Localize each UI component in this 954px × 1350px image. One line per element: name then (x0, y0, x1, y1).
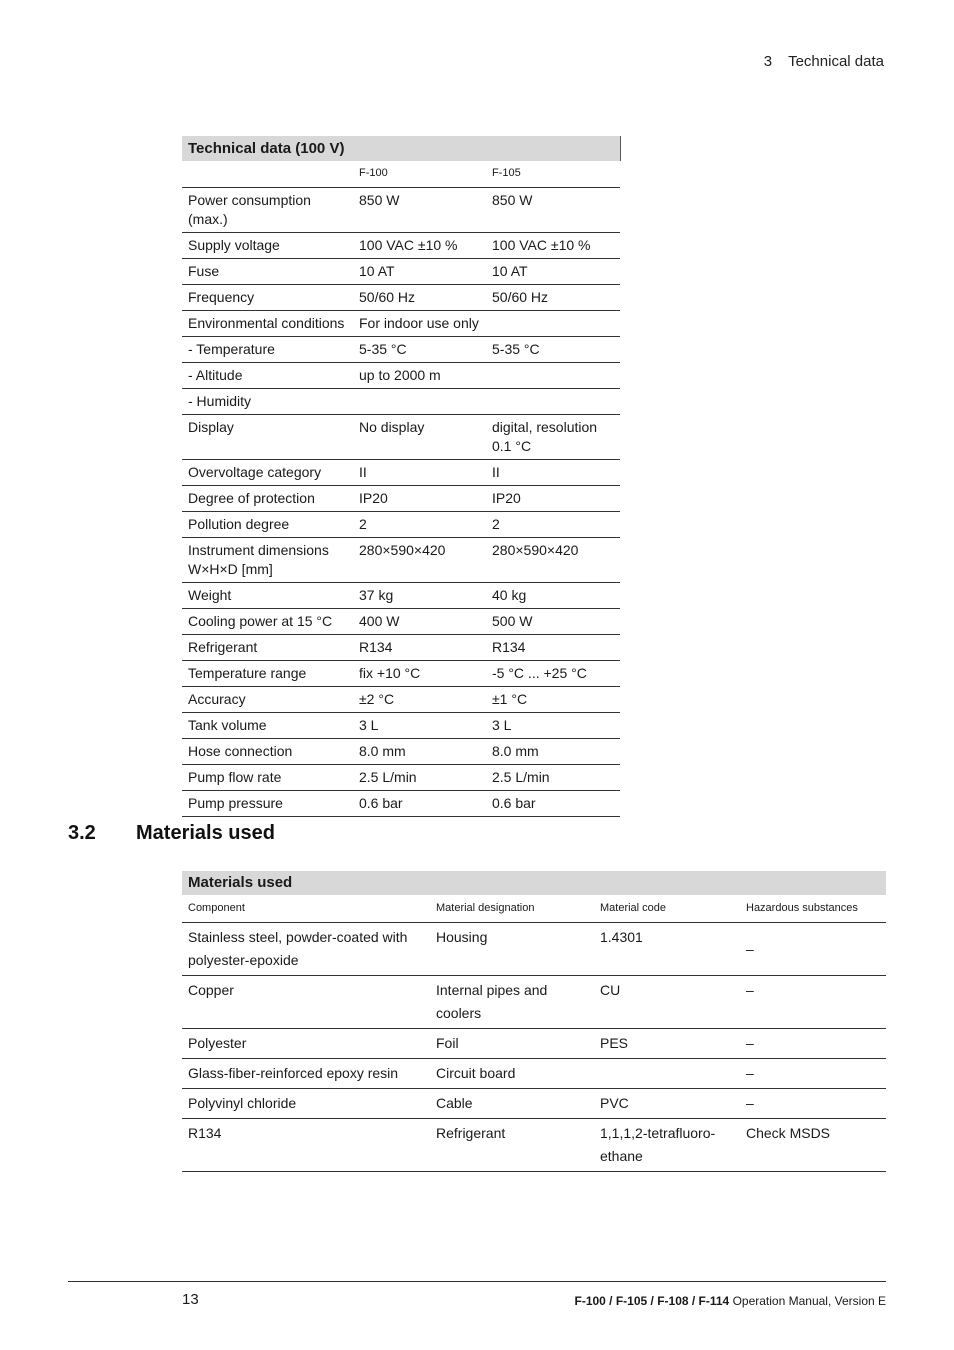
material-code-cell: PES (594, 1029, 740, 1059)
value-f100: 10 AT (353, 259, 486, 285)
material-designation-cell: Foil (430, 1029, 594, 1059)
table-row (182, 687, 620, 713)
table-row (182, 661, 620, 687)
value-f100: 400 W (353, 609, 486, 635)
value-f105: 5-35 °C (486, 337, 620, 363)
row-label: Pump flow rate (182, 765, 353, 791)
value-f105: 3 L (486, 713, 620, 739)
section-title: Materials used (136, 822, 275, 844)
page-number: 13 (182, 1291, 199, 1308)
component-cell: Glass-fiber-reinforced epoxy resin (182, 1059, 430, 1089)
value-f100: IP20 (353, 486, 486, 512)
header-cell-empty (182, 161, 353, 188)
table-row (182, 1059, 886, 1089)
value-f105: 0.6 bar (486, 791, 620, 817)
value-f105: 50/60 Hz (486, 285, 620, 311)
row-label: - Altitude (182, 363, 353, 389)
table-row (182, 389, 620, 415)
table-row (182, 583, 620, 609)
material-designation-cell: Circuit board (430, 1059, 594, 1089)
component-cell: Polyester (182, 1029, 430, 1059)
footer-document-title (575, 1294, 887, 1308)
hazardous-substances-cell: – (740, 1089, 886, 1119)
table-row (182, 713, 620, 739)
row-label: Accuracy (182, 687, 353, 713)
value-f105: II (486, 460, 620, 486)
row-label: Display (182, 415, 353, 460)
row-label: Environmental conditions (182, 311, 353, 337)
row-label: Fuse (182, 259, 353, 285)
running-header (764, 53, 884, 70)
value-f105: 500 W (486, 609, 620, 635)
value-f100: 100 VAC ±10 % (353, 233, 486, 259)
value-f100 (353, 389, 486, 415)
row-label: - Humidity (182, 389, 353, 415)
chapter-title: Technical data (788, 53, 884, 70)
table-row (182, 415, 620, 460)
hazardous-substances-cell: Check MSDS (740, 1119, 886, 1172)
table-row (182, 635, 620, 661)
row-label: Refrigerant (182, 635, 353, 661)
header-material-designation: Material designation (430, 895, 594, 923)
material-code-cell: 1,1,1,2-tetrafluoro-ethane (594, 1119, 740, 1172)
value-f100: R134 (353, 635, 486, 661)
row-label: - Temperature (182, 337, 353, 363)
value-f105: 8.0 mm (486, 739, 620, 765)
header-cell-f100: F-100 (353, 161, 486, 188)
value-f100: 0.6 bar (353, 791, 486, 817)
table-row (182, 285, 620, 311)
table-row (182, 1119, 886, 1172)
row-label: Cooling power at 15 °C (182, 609, 353, 635)
table-header-row (182, 161, 620, 188)
table-row (182, 739, 620, 765)
row-label: Hose connection (182, 739, 353, 765)
hazardous-substances-cell: – (740, 1029, 886, 1059)
hazardous-substances-cell: – (740, 1059, 886, 1089)
value-f105: 2 (486, 512, 620, 538)
value-f100: 280×590×420 (353, 538, 486, 583)
value-f100: 2 (353, 512, 486, 538)
component-cell: Copper (182, 976, 430, 1029)
value-f105 (486, 311, 620, 337)
header-hazardous-substances: Hazardous substances (740, 895, 886, 923)
value-f105: ±1 °C (486, 687, 620, 713)
material-designation-cell: Housing (430, 923, 594, 976)
material-designation-cell: Cable (430, 1089, 594, 1119)
row-label: Tank volume (182, 713, 353, 739)
value-f105: 2.5 L/min (486, 765, 620, 791)
value-f105: 850 W (486, 188, 620, 233)
material-code-cell: CU (594, 976, 740, 1029)
table-title-row (182, 136, 620, 161)
table-row (182, 188, 620, 233)
table-row (182, 609, 620, 635)
table-header-row (182, 895, 886, 923)
table-row (182, 233, 620, 259)
footer-models: F-100 / F-105 / F-108 / F-114 (574, 1294, 730, 1308)
table-row (182, 311, 620, 337)
section-heading (68, 822, 275, 845)
value-f100: 850 W (353, 188, 486, 233)
table-row (182, 363, 620, 389)
table-title-row (182, 871, 886, 895)
row-label: Weight (182, 583, 353, 609)
value-f100: fix +10 °C (353, 661, 486, 687)
header-component: Component (182, 895, 430, 923)
table-row (182, 1029, 886, 1059)
value-f105: 280×590×420 (486, 538, 620, 583)
table-row (182, 765, 620, 791)
value-f105: 40 kg (486, 583, 620, 609)
footer-doc-title: Operation Manual, Version E (732, 1294, 886, 1308)
row-label: Temperature range (182, 661, 353, 687)
section-number: 3.2 (68, 822, 96, 844)
chapter-number: 3 (763, 53, 773, 70)
component-cell: Stainless steel, powder-coated with polyester-epoxide (182, 923, 430, 976)
table-row (182, 460, 620, 486)
technical-data-table (182, 136, 621, 817)
value-f105 (486, 363, 620, 389)
hazardous-substances-cell: – (740, 976, 886, 1029)
table-title: Materials used (182, 871, 886, 895)
material-code-cell: PVC (594, 1089, 740, 1119)
value-f100: II (353, 460, 486, 486)
value-f100: ±2 °C (353, 687, 486, 713)
table-row (182, 259, 620, 285)
table-row (182, 486, 620, 512)
table-row (182, 1089, 886, 1119)
value-f105: 100 VAC ±10 % (486, 233, 620, 259)
table-row (182, 512, 620, 538)
table-row (182, 538, 620, 583)
value-f100: 37 kg (353, 583, 486, 609)
row-label: Pump pressure (182, 791, 353, 817)
value-f105: -5 °C ... +25 °C (486, 661, 620, 687)
value-f105 (486, 389, 620, 415)
row-label: Power consumption (max.) (182, 188, 353, 233)
footer-divider (68, 1281, 886, 1282)
table-row (182, 976, 886, 1029)
value-f100: 5-35 °C (353, 337, 486, 363)
component-cell: Polyvinyl chloride (182, 1089, 430, 1119)
value-f100: 3 L (353, 713, 486, 739)
row-label: Instrument dimensions W×H×D [mm] (182, 538, 353, 583)
material-designation-cell: Internal pipes and coolers (430, 976, 594, 1029)
table-row (182, 337, 620, 363)
table-row (182, 791, 620, 817)
value-f100: 2.5 L/min (353, 765, 486, 791)
materials-table (182, 871, 886, 1172)
header-cell-f105: F-105 (486, 161, 620, 188)
row-label: Pollution degree (182, 512, 353, 538)
value-f105: digital, resolution 0.1 °C (486, 415, 620, 460)
row-label: Degree of protection (182, 486, 353, 512)
value-f105: 10 AT (486, 259, 620, 285)
value-f100: up to 2000 m (353, 363, 486, 389)
material-code-cell: 1.4301 (594, 923, 740, 976)
value-f105: R134 (486, 635, 620, 661)
row-label: Overvoltage category (182, 460, 353, 486)
component-cell: R134 (182, 1119, 430, 1172)
value-f100: For indoor use only (353, 311, 486, 337)
value-f100: No display (353, 415, 486, 460)
material-designation-cell: Refrigerant (430, 1119, 594, 1172)
value-f100: 8.0 mm (353, 739, 486, 765)
row-label: Supply voltage (182, 233, 353, 259)
table-title: Technical data (100 V) (182, 136, 620, 161)
table-row (182, 923, 886, 976)
value-f100: 50/60 Hz (353, 285, 486, 311)
header-material-code: Material code (594, 895, 740, 923)
value-f105: IP20 (486, 486, 620, 512)
material-code-cell (594, 1059, 740, 1089)
hazardous-substances-cell: – (740, 923, 886, 976)
row-label: Frequency (182, 285, 353, 311)
